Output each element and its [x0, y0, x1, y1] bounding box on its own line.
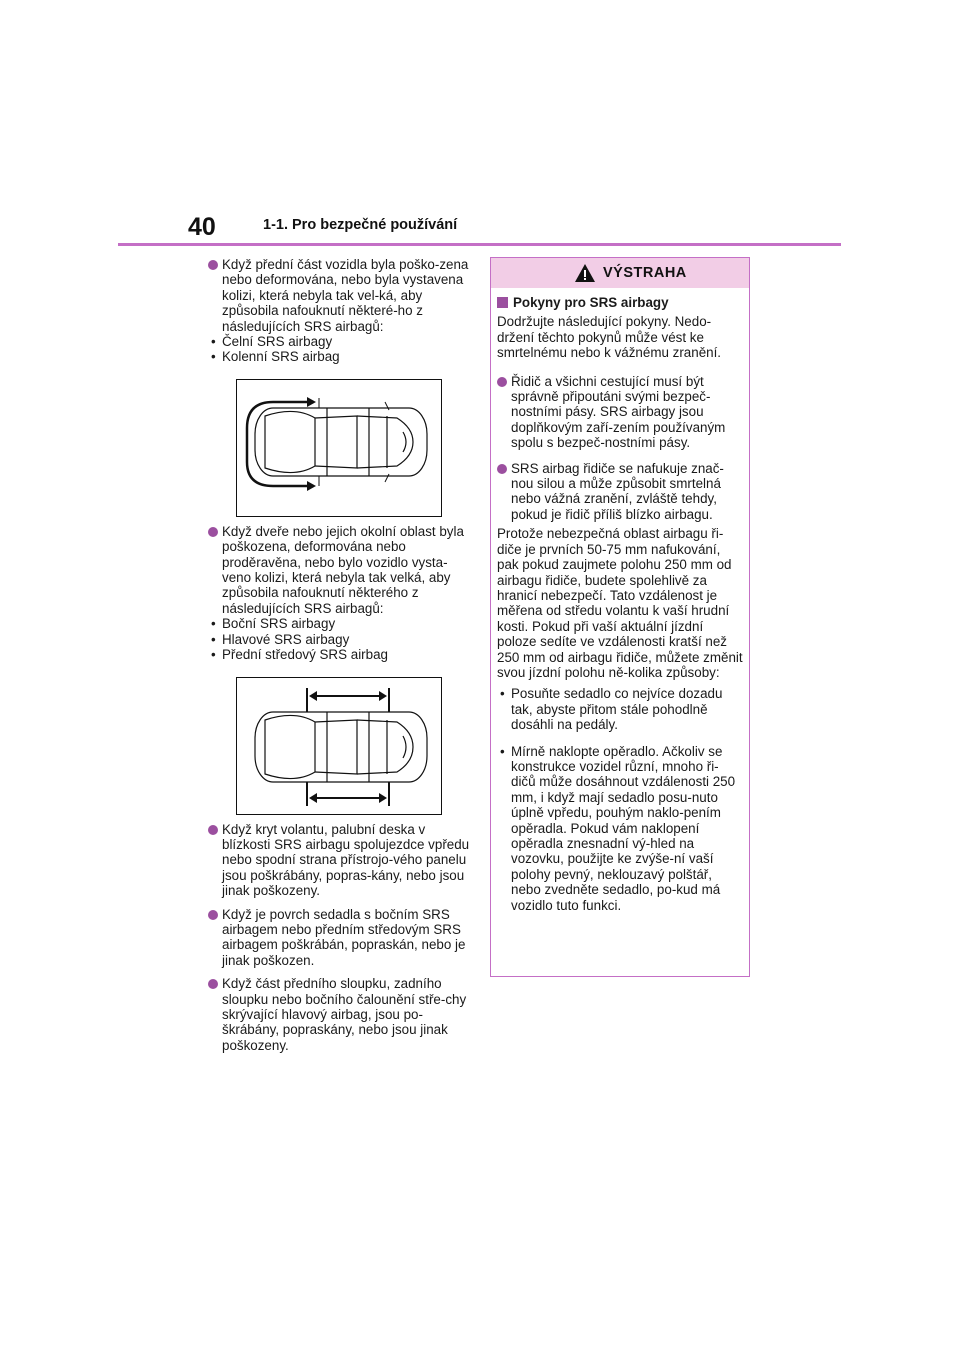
sub-list-item	[208, 349, 476, 364]
warning-heading-text: Pokyny pro SRS airbagy	[513, 295, 669, 310]
section-title: 1-1. Pro bezpečné používání	[263, 217, 458, 233]
bullet-dot-icon	[497, 377, 507, 387]
bullet-dot-icon	[208, 979, 218, 989]
list-item-text: Když přední část vozidla byla poško-zena nebo deformována, nebo byla vystavena kolizi, která nebyla tak vel-ká, aby způsobila nafouknutí některé-ho z následujících SRS airbagů:	[222, 257, 469, 334]
bullet-dot-icon	[208, 527, 218, 537]
sub-list-item	[208, 616, 476, 631]
sub-list-item-text: Posuňte sedadlo co nejvíce dozadu tak, abyste přitom stále pohodlně dosáhli na pedály.	[511, 686, 723, 733]
front-impact-figure	[236, 379, 442, 517]
square-bullet-icon	[497, 297, 508, 308]
list-item-text: Když část předního sloupku, zadního sloupku nebo bočního čalounění stře-chy skrývající hlavový airbag, jsou po-škrábány, popraskány, nebo jsou jinak poškozeny.	[222, 976, 467, 1053]
bullet-dot-icon	[208, 260, 218, 270]
bullet-icon: •	[211, 349, 216, 365]
warning-heading	[497, 295, 743, 310]
list-item-text: Když dveře nebo jejich okolní oblast byla poškozena, deformována nebo proděravěna, nebo bylo vozidlo vysta-veno kolizi, která nebyla tak velká, aby způsobila nafouknutí některého z následujících SRS airbagů:	[222, 523, 464, 616]
bullet-icon: •	[211, 334, 216, 350]
list-item-text: Když je povrch sedadla s bočním SRS airbagem nebo předním středovým SRS airbagem poškrábán, popraskán, nebo je jinak poškozen.	[222, 906, 466, 968]
bullet-dot-icon	[497, 464, 507, 474]
list-item	[208, 907, 476, 969]
sub-list-item	[208, 647, 476, 662]
warning-paragraph: Protože nebezpečná oblast airbagu ři-diče je prvních 50-75 mm nafukování, pak pokud zaujmete polohu 250 mm od airbagu řidiče, budete spolehlivě za hranicí nebezpečí. Tato vzdálenost je měřena od středu volantu k vaší hrudní kosti. Pokud při vaší aktuální jízdní poloze sedíte ve vzdálenosti kratší než 250 mm od airbagu řidiče, můžete změnit svou jízdní polohu ně-kolika způsoby:	[497, 526, 743, 680]
car-top-view-side-impact-illustration	[237, 678, 443, 816]
warning-body	[491, 288, 749, 913]
side-impact-figure	[236, 677, 442, 815]
list-item	[497, 461, 743, 523]
sub-list-item	[208, 632, 476, 647]
sub-list-item-text: Hlavové SRS airbagy	[222, 631, 350, 647]
sub-list-item	[497, 686, 743, 732]
warning-intro: Dodržujte následující pokyny. Nedo-držení těchto pokynů může vést ke smrtelnému nebo k vážnému zranění.	[497, 314, 722, 361]
sub-list-item	[497, 744, 743, 913]
list-item	[208, 257, 476, 334]
list-item	[208, 976, 476, 1053]
sub-list-item-text: Kolenní SRS airbag	[222, 349, 340, 365]
warning-triangle-icon	[574, 263, 596, 283]
sub-list-item-text: Čelní SRS airbagy	[222, 334, 333, 350]
header-divider	[118, 243, 841, 246]
bullet-dot-icon	[208, 910, 218, 920]
list-item-text: SRS airbag řidiče se nafukuje znač-nou silou a může způsobit smrtelná nebo vážná zranění, zvláště tehdy, pokud je řidič příliš blízko airbagu.	[511, 460, 724, 522]
sub-list-item-text: Přední středový SRS airbag	[222, 647, 388, 663]
warning-title: VÝSTRAHA	[603, 265, 687, 281]
list-item	[497, 374, 743, 451]
list-item-text: Když kryt volantu, palubní deska v blízkosti SRS airbagu spolujezdce vpředu nebo spodní strana přístrojo-vého panelu jsou poškrábány, popras-kány, nebo jsou jinak poškozeny.	[222, 821, 470, 899]
list-item	[208, 822, 476, 899]
list-item-text: Řidič a všichni cestující musí být správně připoutáni svými bezpeč-nostními pásy. SRS airbagy jsou doplňkovým zaří-zením používaným spolu s bezpeč-nostními pásy.	[511, 373, 726, 451]
bullet-dot-icon	[208, 825, 218, 835]
car-top-view-front-impact-illustration	[237, 380, 443, 518]
warning-header	[491, 258, 749, 288]
bullet-icon: •	[211, 647, 216, 663]
bullet-icon: •	[211, 616, 216, 632]
bullet-icon: •	[500, 686, 505, 702]
page-number: 40	[188, 213, 216, 241]
bullet-icon: •	[500, 743, 505, 759]
list-item	[208, 524, 476, 616]
warning-box	[490, 257, 750, 977]
left-column	[208, 257, 476, 1053]
sub-list-item	[208, 334, 476, 349]
sub-list-item-text: Mírně naklopte opěradlo. Ačkoliv se konstrukce vozidel různí, mnoho ři-dičů může dosáhnout vzdálenosti 250 mm, i když mají sedadlo posu-nuto úplně vpředu, pouhým naklo-pením opěradla. Pokud vám naklopení opěradla znesnadní vý-hled na vozovku, použijte ke zvýše-ní vaší polohy pevný, neklouzavý polštář, nebo zvedněte sedadlo, po-kud má vozidlo tuto funkci.	[511, 743, 736, 913]
sub-list-item-text: Boční SRS airbagy	[222, 616, 336, 632]
bullet-icon: •	[211, 631, 216, 647]
